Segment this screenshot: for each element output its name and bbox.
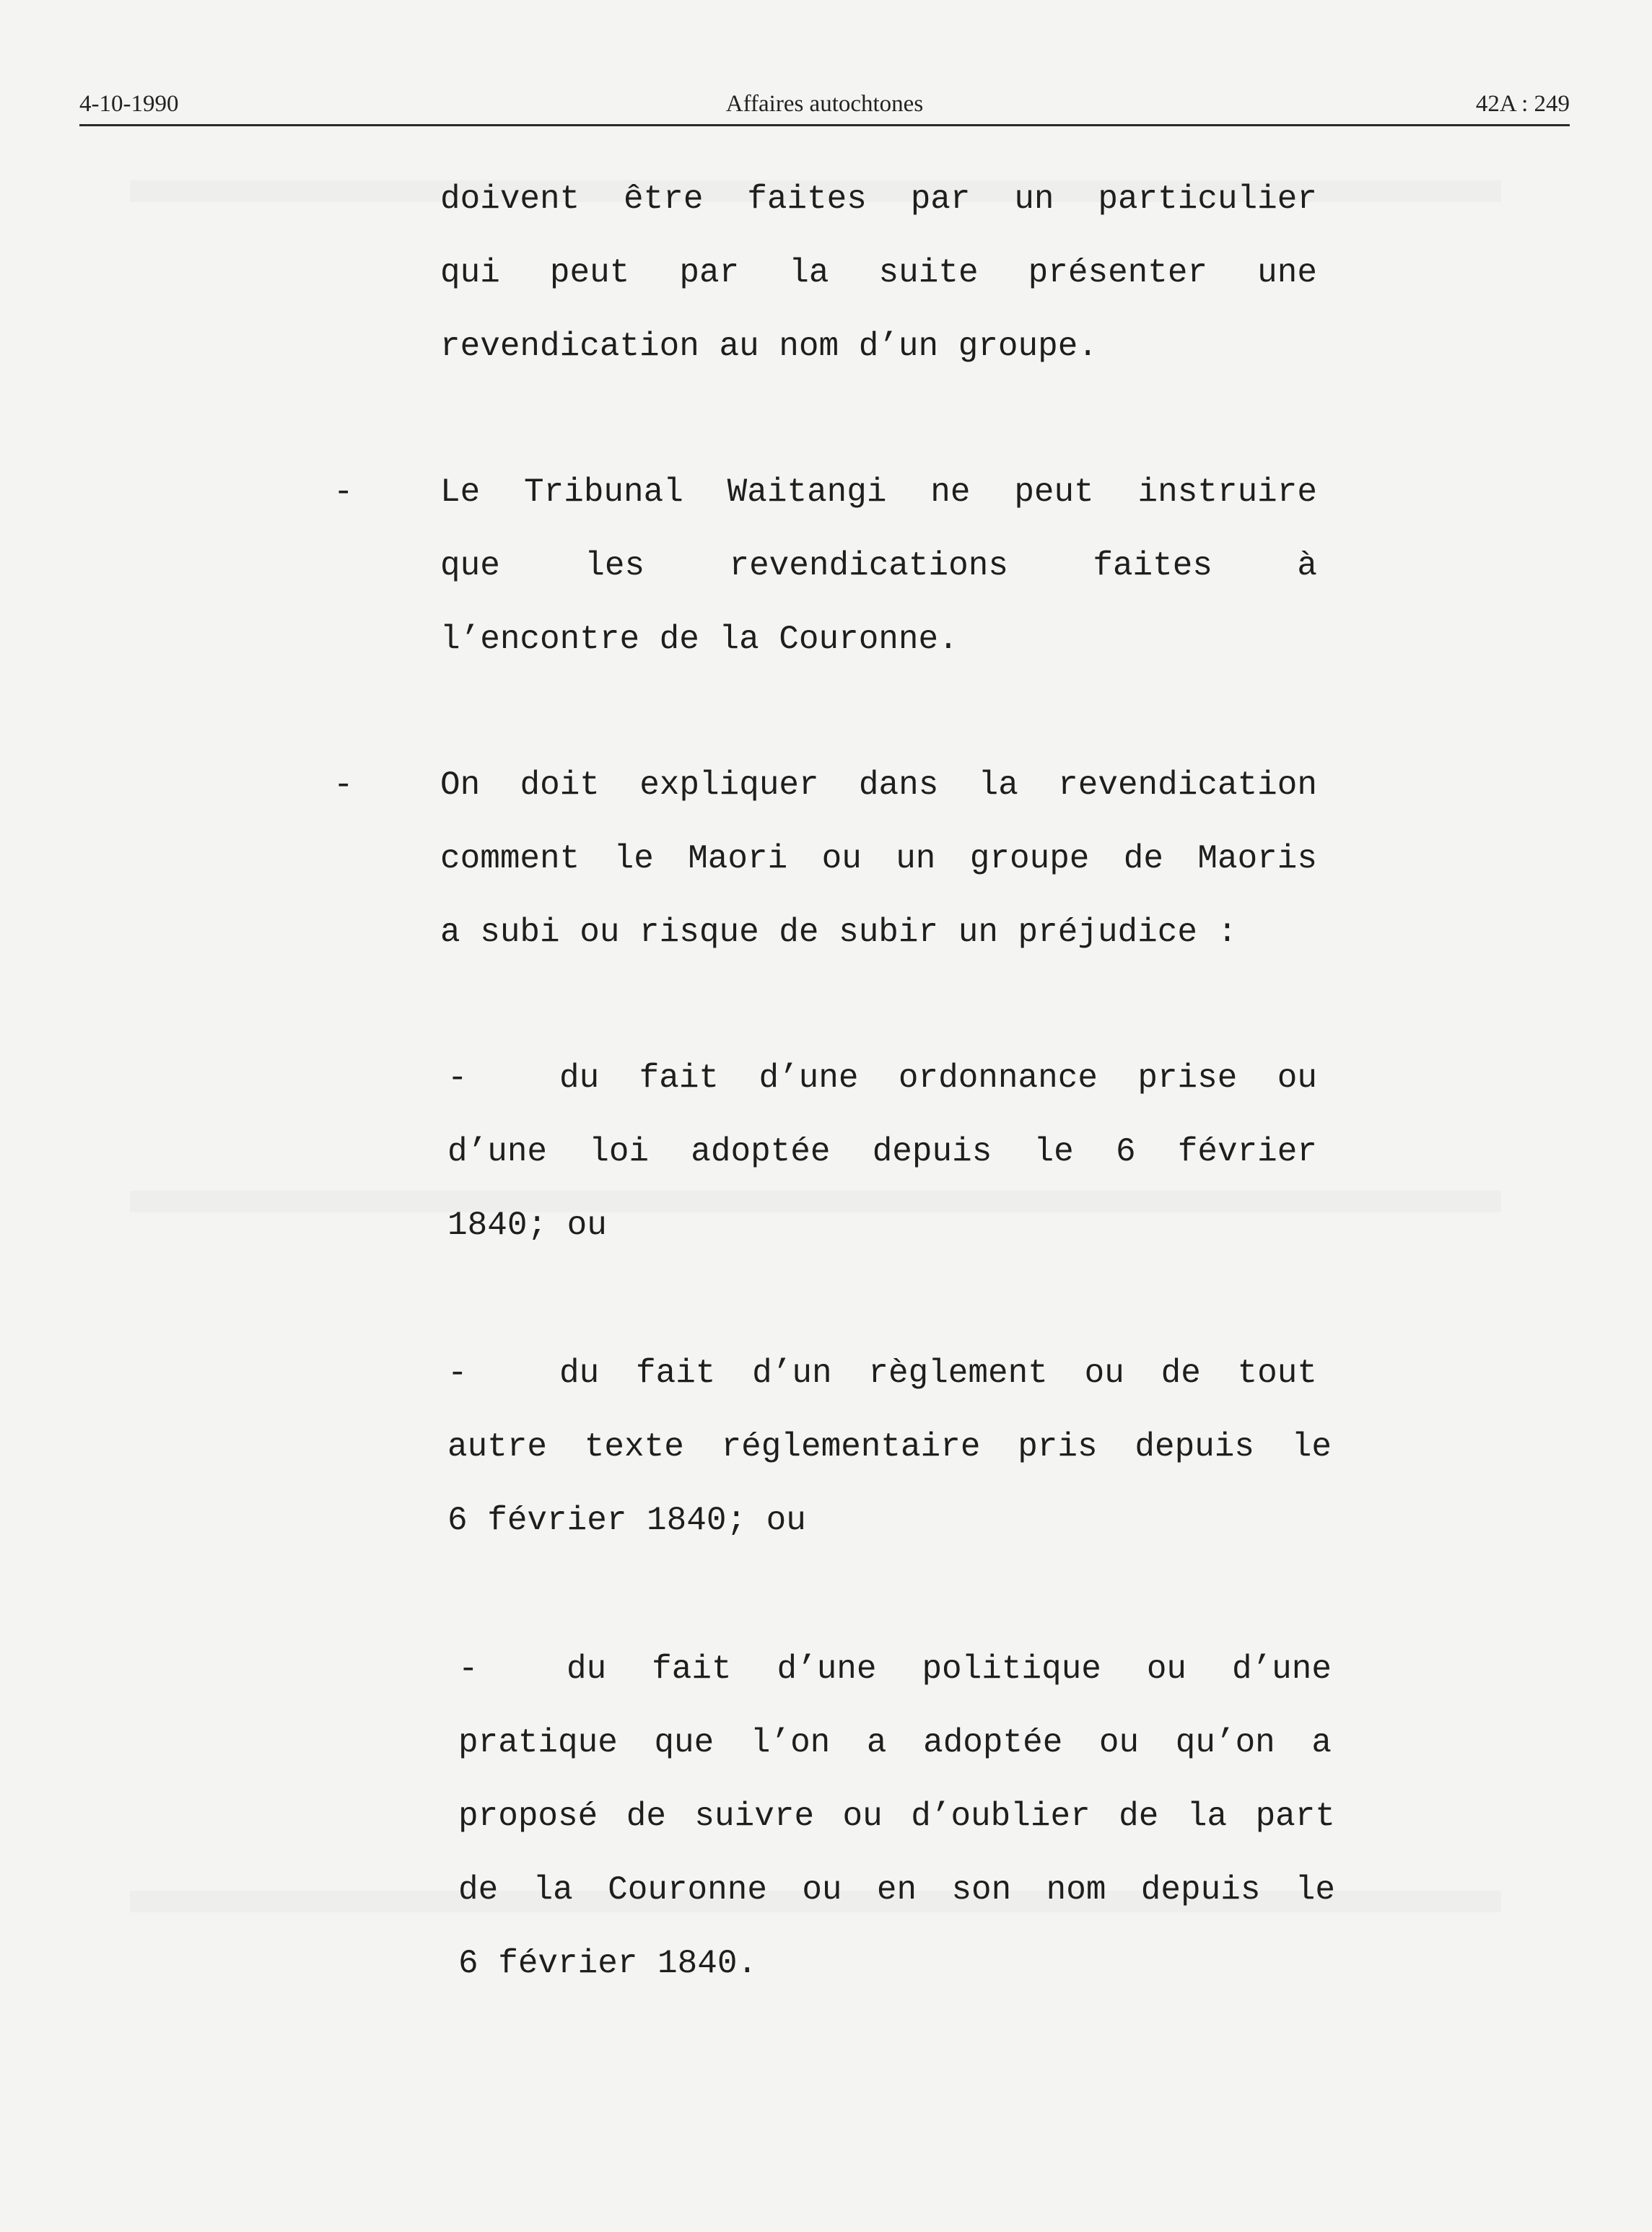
sub3-line-3: proposé de suivre ou d’oublier de la part [458,1798,1335,1835]
item3-line-3: a subi ou risque de subir un préjudice : [440,914,1238,951]
sub3-line-2: pratique que l’on a adoptée ou qu’on a [458,1724,1332,1761]
sub3-dash: - [458,1650,478,1688]
header-page-number: 42A : 249 [1475,91,1570,117]
sub1-line-1: du fait d’une ordonnance prise ou [559,1059,1317,1097]
sub1-line-2: d’une loi adoptée depuis le 6 février [447,1133,1317,1170]
sub2-line-1: du fait d’un règlement ou de tout [559,1354,1317,1392]
sub1-line-3: 1840; ou [447,1207,607,1244]
item3-line-1: On doit expliquer dans la revendication [440,766,1317,804]
item3-dash: - [333,766,354,804]
item1-line-1: doivent être faites par un particulier [440,180,1317,218]
item2-line-2: que les revendications faites à [440,547,1317,585]
sub3-line-1: du fait d’une politique ou d’une [567,1650,1332,1688]
item2-line-3: l’encontre de la Couronne. [440,621,958,658]
header-rule [79,124,1570,126]
item1-line-2: qui peut par la suite présenter une [440,254,1317,292]
header-date: 4-10-1990 [79,91,179,117]
item1-line-3: revendication au nom d’un groupe. [440,328,1098,365]
header-title: Affaires autochtones [725,91,924,117]
item3-line-2: comment le Maori ou un groupe de Maoris [440,840,1317,878]
sub3-line-4: de la Couronne ou en son nom depuis le [458,1871,1335,1909]
sub2-line-3: 6 février 1840; ou [447,1502,806,1539]
page-header [79,85,1570,126]
item2-line-1: Le Tribunal Waitangi ne peut instruire [440,473,1317,511]
sub2-line-2: autre texte réglementaire pris depuis le [447,1428,1332,1466]
item2-dash: - [333,473,354,511]
sub3-line-5: 6 février 1840. [458,1945,758,1982]
sub1-dash: - [447,1059,468,1097]
sub2-dash: - [447,1354,468,1392]
